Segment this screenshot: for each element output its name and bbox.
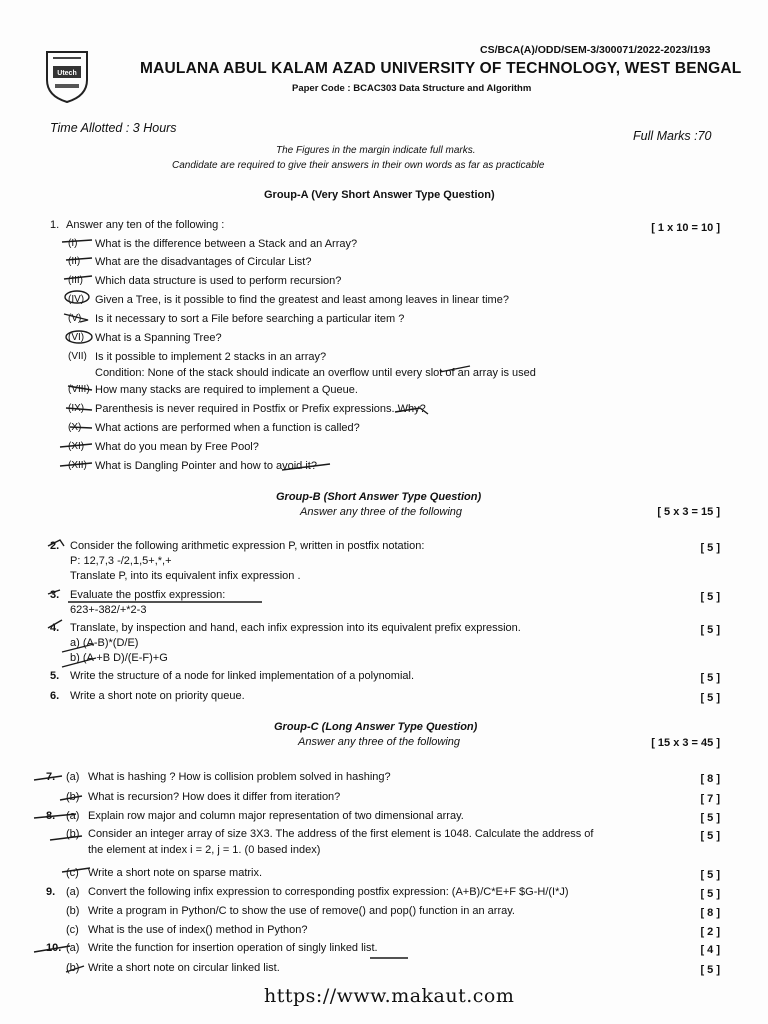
question-1-item-text: Parenthesis is never required in Postfix or Prefix expressions. Why?: [95, 403, 426, 415]
group-b-subtitle: Answer any three of the following: [300, 506, 463, 518]
question-number: 7.: [46, 771, 56, 783]
question-1-item-number: (X): [68, 422, 82, 433]
question-number: 8.: [46, 810, 56, 822]
question-1-item-text: What is Dangling Pointer and how to avoid it?: [95, 460, 317, 472]
question-part-label: (b): [66, 791, 80, 803]
question-marks: [ 5 ]: [700, 692, 720, 704]
question-marks: [ 4 ]: [700, 944, 720, 956]
question-part-label: (c): [66, 867, 79, 879]
question-marks: [ 8 ]: [700, 907, 720, 919]
question-1-item-text: What are the disadvantages of Circular List?: [95, 256, 312, 268]
question-text-line: a) (A-B)*(D/E): [70, 637, 139, 649]
question-part-label: (c): [66, 924, 79, 936]
question-text-line: b) (A +B D)/(E-F)+G: [70, 652, 168, 664]
question-1-item-text: Given a Tree, is it possible to find the greatest and least among leaves in linear time?: [95, 294, 509, 306]
question-marks: [ 2 ]: [700, 926, 720, 938]
question-number: 4.: [50, 622, 60, 634]
question-1-item-number: (VI): [68, 332, 85, 343]
question-1-item-number: (III): [68, 275, 83, 286]
university-logo: [43, 46, 91, 104]
group-a-marks: [ 1 x 10 = 10 ]: [651, 222, 720, 234]
question-text-line: Write the structure of a node for linked implementation of a polynomial.: [70, 670, 415, 682]
question-part-label: (a): [66, 771, 80, 783]
question-text-line: Consider the following arithmetic expression P, written in postfix notation:: [70, 540, 425, 552]
question-1-item-number: (VII): [68, 351, 87, 362]
question-part-label: (b): [66, 905, 80, 917]
question-1-item-text: What actions are performed when a function is called?: [95, 422, 360, 434]
question-1-intro: Answer any ten of the following :: [66, 219, 225, 231]
question-part-label: (b): [66, 828, 80, 840]
question-1-item-text: What do you mean by Free Pool?: [95, 441, 259, 453]
question-text-line: Translate, by inspection and hand, each infix expression into its equivalent prefix expression.: [70, 622, 521, 634]
question-part-text: the element at index i = 2, j = 1. (0 based index): [88, 844, 321, 856]
question-part-text: Consider an integer array of size 3X3. The address of the first element is 1048. Calculate the address of: [88, 828, 594, 840]
instruction-margin-marks: The Figures in the margin indicate full marks.: [276, 145, 476, 156]
question-text-line: 623+-382/+*2-3: [70, 604, 147, 616]
question-marks: [ 5 ]: [700, 591, 720, 603]
question-marks: [ 5 ]: [700, 830, 720, 842]
question-part-label: (b): [66, 962, 80, 974]
question-marks: [ 5 ]: [700, 542, 720, 554]
question-marks: [ 5 ]: [700, 869, 720, 881]
question-marks: [ 8 ]: [700, 773, 720, 785]
question-number: 6.: [50, 690, 60, 702]
time-allotted: Time Allotted : 3 Hours: [50, 121, 177, 135]
question-marks: [ 5 ]: [700, 812, 720, 824]
question-1-item-number: (IV): [68, 294, 85, 305]
university-name: MAULANA ABUL KALAM AZAD UNIVERSITY OF TECHNOLOGY, WEST BENGAL: [140, 60, 742, 77]
question-text-line: Write a short note on priority queue.: [70, 690, 245, 702]
question-1-item-number: (VIII): [68, 384, 90, 395]
question-1-item-number: (I): [68, 238, 78, 249]
question-part-text: Explain row major and column major representation of two dimensional array.: [88, 810, 464, 822]
question-part-text: What is recursion? How does it differ from iteration?: [88, 791, 341, 803]
question-text-line: Evaluate the postfix expression:: [70, 589, 226, 601]
paper-reference-code: CS/BCA(A)/ODD/SEM-3/300071/2022-2023/I193: [480, 44, 711, 56]
question-part-text: Write a short note on sparse matrix.: [88, 867, 263, 879]
question-1-item-text: How many stacks are required to implement a Queue.: [95, 384, 358, 396]
question-1-item-number: (V): [68, 313, 82, 324]
question-1-number: 1.: [50, 219, 60, 231]
question-marks: [ 7 ]: [700, 793, 720, 805]
question-number: 10.: [46, 942, 62, 954]
question-1-item-number: (XII): [68, 460, 87, 471]
question-number: 3.: [50, 589, 60, 601]
question-1-item-text: What is the difference between a Stack and an Array?: [95, 238, 358, 250]
question-text-line: Translate P, into its equivalent infix expression .: [70, 570, 301, 582]
group-b-marks: [ 5 x 3 = 15 ]: [657, 506, 720, 518]
group-c-title: Group-C (Long Answer Type Question): [274, 721, 478, 733]
question-number: 9.: [46, 886, 56, 898]
question-1-item-text: Which data structure is used to perform recursion?: [95, 275, 342, 287]
question-1-item-number: (II): [68, 256, 81, 267]
question-part-text: Convert the following infix expression to corresponding postfix expression: (A+B)/C*E+F $G-H/(I*J): [88, 886, 569, 898]
question-marks: [ 5 ]: [700, 964, 720, 976]
question-1-item-text: What is a Spanning Tree?: [95, 332, 222, 344]
group-a-title: Group-A (Very Short Answer Type Question): [264, 189, 495, 201]
paper-code-line: Paper Code : BCAC303 Data Structure and Algorithm: [292, 83, 532, 94]
group-c-subtitle: Answer any three of the following: [298, 736, 461, 748]
question-1-item-number: (XI): [68, 441, 85, 452]
question-marks: [ 5 ]: [700, 888, 720, 900]
question-1-item-text: Is it possible to implement 2 stacks in an array?: [95, 351, 327, 363]
group-c-marks: [ 15 x 3 = 45 ]: [651, 737, 720, 749]
question-text-line: P: 12,7,3 -/2,1,5+,*,+: [70, 555, 172, 567]
question-part-label: (a): [66, 810, 80, 822]
question-marks: [ 5 ]: [700, 624, 720, 636]
question-part-label: (a): [66, 886, 80, 898]
question-1-item-number: (IX): [68, 403, 85, 414]
group-b-title: Group-B (Short Answer Type Question): [276, 491, 482, 503]
instruction-own-words: Candidate are required to give their answers in their own words as far as practicable: [172, 160, 545, 171]
question-number: 5.: [50, 670, 60, 682]
logo-text: Utech: [57, 70, 77, 77]
question-1-item-text: Is it necessary to sort a File before searching a particular item ?: [95, 313, 405, 325]
footer-url: https://www.makaut.com: [264, 985, 515, 1007]
full-marks: Full Marks :70: [633, 129, 712, 143]
question-marks: [ 5 ]: [700, 672, 720, 684]
question-part-text: Write a short note on circular linked list.: [88, 962, 280, 974]
question-part-label: (a): [66, 942, 80, 954]
question-number: 2.: [50, 540, 60, 552]
question-part-text: Write a program in Python/C to show the use of remove() and pop() function in an array.: [88, 905, 515, 917]
question-part-text: Write the function for insertion operation of singly linked list.: [88, 942, 378, 954]
question-part-text: What is hashing ? How is collision problem solved in hashing?: [88, 771, 391, 783]
question-1-item-text: Condition: None of the stack should indicate an overflow until every slot of an array is used: [95, 367, 536, 379]
question-part-text: What is the use of index() method in Python?: [88, 924, 308, 936]
